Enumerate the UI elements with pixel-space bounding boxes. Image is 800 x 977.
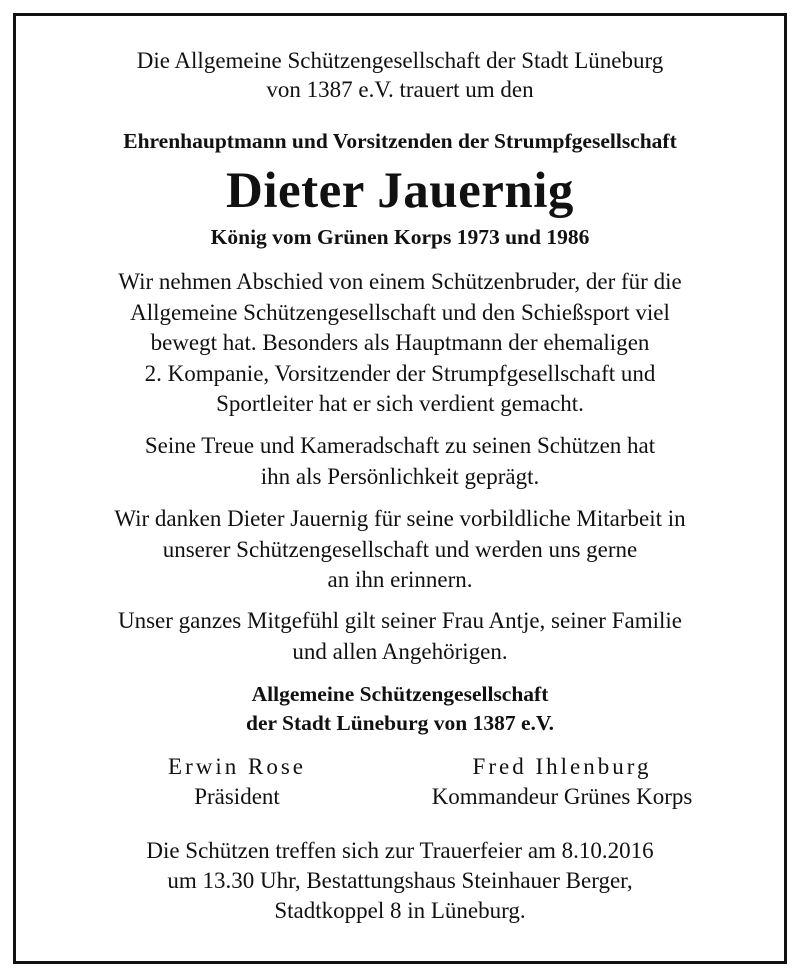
signer-role: Präsident [194, 784, 280, 809]
paragraph-tribute [16, 267, 784, 420]
paragraph-line: Seine Treue und Kameradschaft zu seinen Schützen hat [144, 433, 656, 458]
funeral-information [16, 836, 784, 926]
signer-role: Kommandeur Grünes Korps [431, 784, 693, 809]
paragraph-line: bewegt hat. Besonders als Hauptmann der ehemaligen [150, 330, 650, 355]
paragraph-condolence [16, 606, 784, 667]
signer-name: Erwin Rose [168, 754, 306, 779]
signer-commander [402, 752, 722, 812]
signer-president [127, 752, 347, 812]
intro-line: Die Allgemeine Schützengesellschaft der Stadt Lüneburg [136, 48, 664, 73]
paragraph-line: Allgemeine Schützengesellschaft und den Schießsport viel [130, 299, 670, 325]
deceased-name: Dieter Jauernig [226, 163, 574, 219]
organization-line: der Stadt Lüneburg von 1387 e.V. [245, 711, 555, 735]
paragraph-line: ihn als Persönlichkeit geprägt. [260, 463, 540, 489]
paragraph-line: 2. Kompanie, Vorsitzender der Strumpfgesellschaft und [144, 360, 656, 386]
paragraph-line: unserer Schützengesellschaft und werden uns gerne [162, 536, 638, 562]
paragraph-line: Unser ganzes Mitgefühl gilt seiner Frau Antje, seiner Familie [117, 608, 682, 633]
organization-name [16, 680, 784, 738]
closing-line: Die Schützen treffen sich zur Trauerfeier am 8.10.2016 [146, 838, 654, 863]
intro-line: von 1387 e.V. trauert um den [266, 77, 534, 102]
paragraph-loyalty [16, 431, 784, 492]
paragraph-line: an ihn erinnern. [327, 567, 473, 592]
paragraph-line: Wir danken Dieter Jauernig für seine vorbildliche Mitarbeit in [114, 506, 686, 531]
closing-line: Stadtkoppel 8 in Lüneburg. [274, 898, 526, 923]
paragraph-thanks [16, 504, 784, 596]
paragraph-line: und allen Angehörigen. [292, 638, 508, 664]
paragraph-line: Sportleiter hat er sich verdient gemacht. [216, 391, 584, 416]
closing-line: um 13.30 Uhr, Bestattungshaus Steinhauer Berger, [167, 868, 633, 893]
intro-text [16, 46, 784, 104]
organization-line: Allgemeine Schützengesellschaft [251, 682, 549, 706]
deceased-role-title: Ehrenhauptmann und Vorsitzenden der Strumpfgesellschaft [123, 129, 677, 153]
obituary-frame [13, 13, 787, 964]
honor-title: König vom Grünen Korps 1973 und 1986 [210, 225, 590, 249]
signer-name: Fred Ihlenburg [472, 754, 652, 779]
paragraph-line: Wir nehmen Abschied von einem Schützenbruder, der für die [118, 269, 682, 294]
